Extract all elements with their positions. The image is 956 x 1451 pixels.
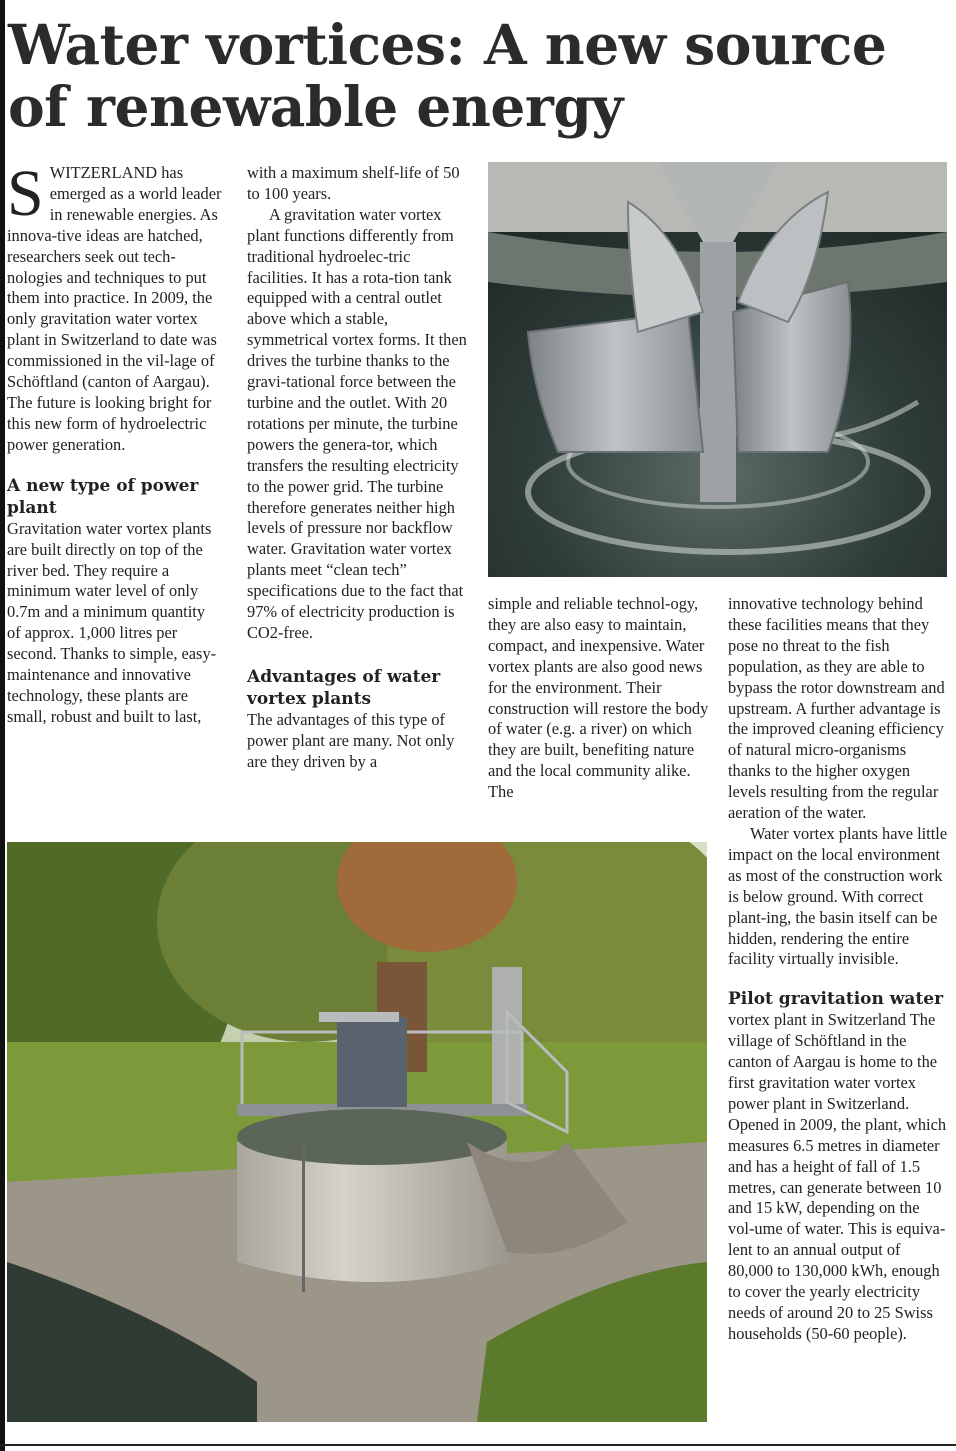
drop-cap: S [7, 157, 44, 230]
section3-paragraph: vortex plant in Switzerland The village of Schöftland in the canton of Aargau is home to the first gravitation water vortex power plant in Switzerland. Opened in 2009, the plant, which measures 6.5 metres in diameter and has a height of fall of 1.5 metres, can generate between 10 and 15 kW, depending on the vol-ume of water. This is equiva-lent to an annual output of 80,000 to 130,000 kWh, enough to cover the yearly electricity needs of around 20 to 25 Swiss households (50-60 people). [728, 1010, 947, 1343]
col2-paragraph-2: A gravitation water vortex plant functions differently from traditional hydroelec-tric facilities. It has a rota-tion tank equipped with a central outlet above which a stable, symmetrical vortex forms. It then drives the turbine thanks to the gravi-tational force between the turbine and the outlet. With 20 rotations per minute, the turbine powers the genera-tor, which transfers the resulting electricity to the power grid. The turbine therefore generates neither high levels of pressure nor backflow water. Gravitation water vortex plants meet “clean tech” specifications due to the fact that 97% of electricity production is CO2-free. [247, 204, 467, 642]
intro-text: WITZERLAND has emerged as a world leader in renewable energies. As innova-tive ideas are hatched, researchers seek out tech-nologies and techniques to put them into practice. In 2009, the only gravitation water vortex plant in Switzerland to date was commissioned in the vil-lage of Schöftland (canton of Aargau). The future is looking bright for this new form of hydroelectric power generation. [7, 163, 222, 454]
article-column-1 [7, 157, 222, 728]
col4-paragraph-1: innovative technology behind these facilities means that they pose no threat to the fish population, as they are able to bypass the rotor downstream and upstream. A further advantage is the improved cleaning efficiency of natural micro-organisms thanks to the higher oxygen levels resulting from the regular aeration of the water. [728, 594, 945, 823]
turbine-vortex-photo [488, 162, 947, 577]
intro-paragraph [7, 157, 222, 456]
section2-paragraph: The advantages of this type of power plant are many. Not only are they driven by a [247, 709, 455, 771]
left-margin-rule [0, 0, 5, 1451]
col3-paragraph: simple and reliable technol-ogy, they are also easy to maintain, compact, and inexpensive. Water vortex plants are also good news for the environment. Their construction will restore the body of water (e.g. a river) on which they are built, benefiting nature and the local community alike. The [488, 594, 709, 802]
col4-paragraph-2: Water vortex plants have little impact on the local environment as most of the construction work is below ground. With correct plant-ing, the basin itself can be hidden, rendering the entire facility virtually invisible. [728, 823, 948, 969]
article-column-2 [247, 163, 469, 773]
section1-paragraph: Gravitation water vortex plants are built directly on top of the river bed. They require a minimum water level of only 0.7m and a minimum quantity of approx. 1,000 litres per second. Thanks to simple, easy-maintenance and innovative technology, these plants are small, robust and built to last, [7, 518, 217, 726]
article-column-4 [728, 594, 948, 1345]
section-heading-advantages: Advantages of water vortex plants [247, 666, 441, 709]
vortex-plant-overview-photo [7, 842, 707, 1422]
section-heading-new-type: A new type of power plant [7, 475, 199, 518]
article-title: Water vortices: A new source of renewable energy [8, 12, 887, 139]
bottom-page-rule [0, 1444, 956, 1446]
col2-paragraph-1: with a maximum shelf-life of 50 to 100 years. [247, 163, 460, 203]
section-heading-pilot: Pilot gravitation water [728, 989, 944, 1010]
article-column-3 [488, 594, 710, 803]
